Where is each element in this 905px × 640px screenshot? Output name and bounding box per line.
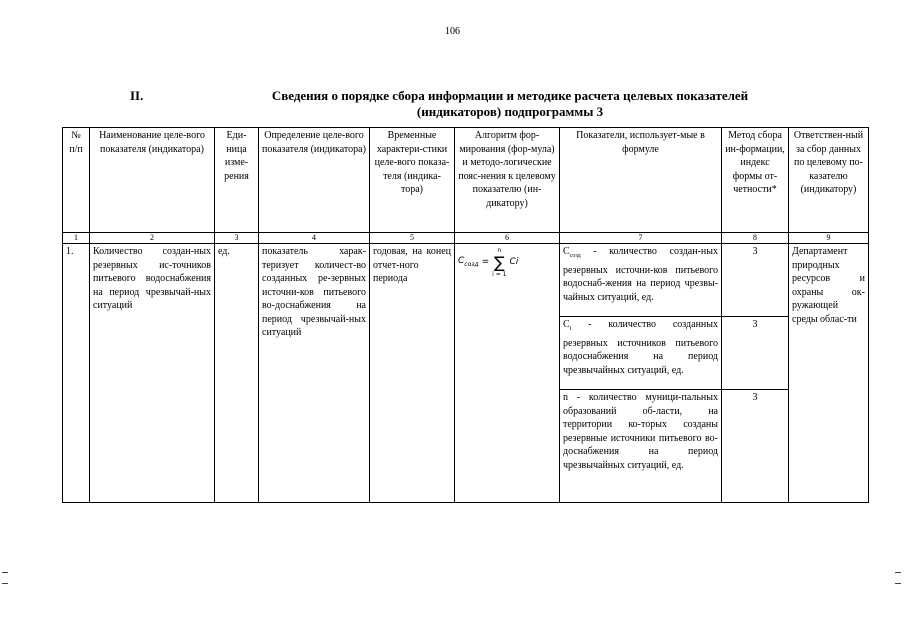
- column-number: 9: [789, 233, 869, 244]
- header-definition: Определение целе-вого показателя (индикатора): [259, 128, 370, 233]
- column-number: 5: [370, 233, 455, 244]
- column-number: 6: [455, 233, 560, 244]
- header-responsible: Ответствен-ный за сбор данных по целевому по-казателю (индикатору): [789, 128, 869, 233]
- header-time: Временные характери-стики целе-вого показа-теля (индика-тора): [370, 128, 455, 233]
- formula-equals: =: [481, 257, 490, 268]
- row-formula: [455, 244, 560, 503]
- row-num: 1.: [63, 244, 90, 503]
- section-title-text: Сведения о порядке сбора информации и методике расчета целевых показателей (индикаторов) подпрограммы 3: [271, 88, 749, 119]
- sum-symbol: n ∑ i = 1: [492, 247, 507, 278]
- indicator-item: $C_{созд}$ - количество создан-ных резервных источни-ков питьевого водоснаб-жения на период чрезвы-чайных ситуаций, ед.: [560, 244, 722, 317]
- table-row: [63, 244, 869, 317]
- indicator-item: n - количество муници-пальных образований об-ласти, на территории ко-торых созданы резервные источники питьевого во-доснабжения на период чрезвычайных ситуаций, ед.: [560, 390, 722, 503]
- method-value: 3: [722, 244, 789, 317]
- margin-tick: [2, 572, 8, 573]
- row-unit: ед.: [215, 244, 259, 503]
- header-name: Наименование целе-вого показателя (индикатора): [90, 128, 215, 233]
- column-number: 1: [63, 233, 90, 244]
- formula: [458, 245, 556, 279]
- header-unit: Еди-ница изме-рения: [215, 128, 259, 233]
- column-number: 3: [215, 233, 259, 244]
- method-value: 3: [722, 317, 789, 390]
- column-number: 7: [560, 233, 722, 244]
- row-responsible: Департамент природных ресурсов и охраны ок-ружающей среды облас-ти: [789, 244, 869, 503]
- margin-tick: [895, 583, 901, 584]
- indicators-table: [62, 127, 869, 503]
- method-value: 3: [722, 390, 789, 503]
- margin-tick: [895, 572, 901, 573]
- column-number: 8: [722, 233, 789, 244]
- row-definition: показатель харак-теризует количест-во созданных ре-зервных источни-ков питьевого во-доснабжения на период чрезвычай-ных ситуаций: [259, 244, 370, 503]
- formula-lhs: $C_{созд}$: [458, 255, 479, 268]
- row-indicator-name: Количество создан-ных резервных ис-точников питьевого водоснабжения на период чрезвычай-ных ситуаций: [90, 244, 215, 503]
- row-time-characteristics: годовая, на конец отчет-ного периода: [370, 244, 455, 503]
- indicator-item: $C_i$ - количество созданных резервных источников питьевого водоснабжения на период чрезвычайных ситуаций, ед.: [560, 317, 722, 390]
- section-roman-numeral: II.: [130, 88, 144, 103]
- column-number: 4: [259, 233, 370, 244]
- header-method: Метод сбора ин-формации, индекс формы от-четности*: [722, 128, 789, 233]
- section-title: [60, 88, 850, 120]
- header-indicators: Показатели, использует-мые в формуле: [560, 128, 722, 233]
- page-number: 106: [445, 26, 460, 37]
- header-formula: Алгоритм фор-мирования (фор-мула) и методо-логические пояс-нения к целевому показателю (ин-дикатору): [455, 128, 560, 233]
- column-number: 2: [90, 233, 215, 244]
- header-row: [63, 128, 869, 233]
- formula-term: Ci: [509, 257, 519, 268]
- column-number-row: [63, 233, 869, 244]
- header-num: № п/п: [63, 128, 90, 233]
- margin-tick: [2, 583, 8, 584]
